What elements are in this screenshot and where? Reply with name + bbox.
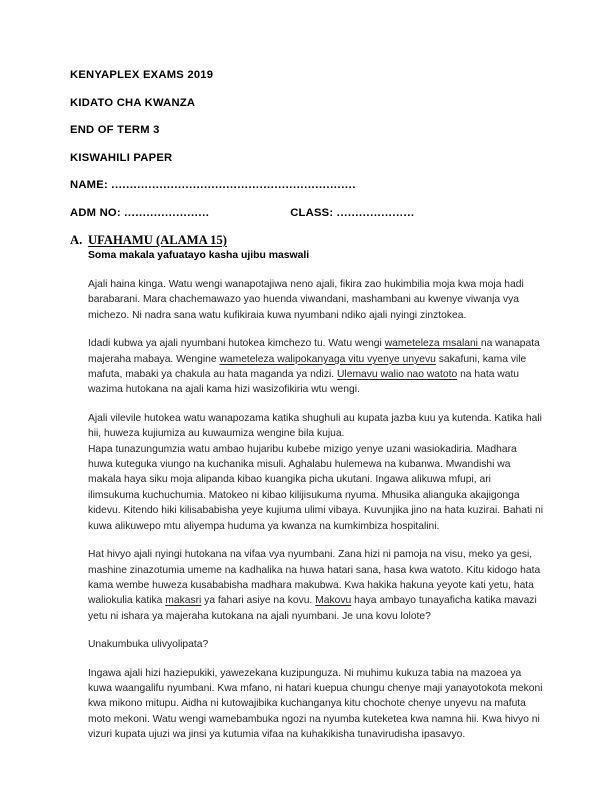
adm-no-input-dots[interactable]: ....................... xyxy=(124,206,210,219)
p2-text-b: na wanapata majeraha mabaya. Wengine xyxy=(88,338,540,365)
exam-title-line-1: KENYAPLEX EXAMS 2019 xyxy=(70,69,214,81)
exam-title-line-2: KIDATO CHA KWANZA xyxy=(70,96,196,109)
p5-underlined-word-2: Makovu xyxy=(315,595,352,607)
section-instruction: Soma makala yafuatayo kasha ujibu maswali xyxy=(88,250,310,261)
p5-text-a: Hat hivyo ajali nyingi hutokana na vifaa vya nyumbani. Zana hizi ni pamoja na visu, meko ya gesi, mashine zinazotumia umeme na kadhalika na huwa hatari sana, hasa kwa watoto. Kitu kidogo hata kama wembe huweza kusababisha madhara makubwa. Kwa hakika hakuna yeyote kati yetu, hata waliokulia katika xyxy=(88,549,541,607)
passage-paragraph-1: Ajali haina kinga. Watu wengi wanapotajiwa neno ajali, fikira zao hukimbilia moja kwa moja hadi barabarani. Mara chachemawazo yao huenda viwandani, mashambani au kwenye viwanja vya michezo. Ni nadra sana watu kufikiraia kuwa nyumbani ndiko ajali nyingi zinztokea. xyxy=(88,279,524,321)
p2-text-d: na hata watu wazima hutokana na ajali kama hizi wasizofikiria wtu wengi. xyxy=(88,369,520,396)
passage-paragraph-4: Hapa tunazungumzia watu ambao hujaribu kubebe mizigo yenye uzani wasiokadiria. Madhara huwa kuteguka viungo na kuchanika misuli. Aghalabu hulemewa na kubanwa. Mwandishi wa makala haya siku moja alipanda kibao kuangika picha ukutani. Ingawa alikuwa mfupi, ari ilimsukuma kuchuchumia. Matokeo ni kibao kilijisukuma nyuma. Mhusika alianguka akajigonga kidevu. Kitendo hiki kilisababisha yeye kujiuma ulimi vibaya. Kuvunjika jino na hata kuzirai. Bahati ni kuwa alikuwepo mtu aliyempa huduma ya kwanza na kumkimbiza hospitalini. xyxy=(88,443,544,532)
passage-paragraph-7: Ingawa ajali hizi haziepukiki, yawezekana kuzipunguza. Ni muhimu kukuza tabia na mazoea ya kuwa waangalifu nyumbani. Kwa mfano, ni hatari kuepua chungu chenye maji yanayotokota mekoni kwa mikono mitupu. Aidha ni kutowajibika kuchanganya kitu chochote chenye unyevu na mafuta moto mekoni. Watu wengi wamebambuka ngozi na nyumba kuteketea kwa namna hii. Kwa hivyo ni vizuri kupata ujuzi wa jinsi ya kutumia vifaa na kuhakikisha tunavirudisha ipasavyo. xyxy=(88,667,543,741)
p2-underlined-phrase-3: Ulemavu walio nao watoto xyxy=(337,369,458,381)
passage-paragraph-3: Ajali vilevile hutokea watu wanapozama katika shughuli au kupata jazba kuu ya kutenda. Katika hali hii, huweza kujiumiza au kuwaumiza wengine bila kujua. xyxy=(88,412,542,440)
adm-no-label: ADM NO: xyxy=(70,206,121,219)
exam-header-block xyxy=(70,68,543,220)
passage-question-line: Unakumbuka ulivyolipata? xyxy=(88,639,209,651)
name-label: NAME: xyxy=(70,179,108,191)
comprehension-passage xyxy=(88,277,544,743)
p2-underlined-phrase-1: wameteleza msalani xyxy=(384,338,481,350)
class-input-dots[interactable]: ..................... xyxy=(336,206,415,219)
passage-paragraph-2 xyxy=(88,336,544,398)
exam-title-line-4: KISWAHILI PAPER xyxy=(70,151,173,164)
class-label: CLASS: xyxy=(290,206,334,219)
section-letter: A. xyxy=(70,233,83,247)
section-title: UFAHAMU (ALAMA 15) xyxy=(88,233,227,247)
p5-underlined-word-1: makasri xyxy=(165,595,202,607)
passage-paragraph-5 xyxy=(88,547,544,624)
adm-class-field-row xyxy=(70,206,543,220)
exam-title-line-3: END OF TERM 3 xyxy=(70,124,160,136)
p5-text-c: haya ambayo tunayaficha katika mavazi yetu ni ishara ya majeraha kutokana na ajali nyumbani. Je una kovu lolote? xyxy=(88,595,537,622)
p2-text-a: Idadi kubwa ya ajali nyumbani hutokea kimchezo tu. Watu wengi xyxy=(88,338,385,350)
name-input-dots[interactable]: .................................................................. xyxy=(111,179,357,191)
p2-text-c: sakafuni, kama vile mafuta, mabaki ya chakula au hata maganda ya ndizi. xyxy=(88,353,527,381)
section-a-heading xyxy=(70,233,543,248)
p5-text-b: ya fahari asiye na kovu. xyxy=(201,595,316,607)
name-field-row xyxy=(70,178,543,192)
p2-underlined-phrase-2: wameteleza walipokanyaga vitu vyenye unyevu xyxy=(219,353,436,365)
